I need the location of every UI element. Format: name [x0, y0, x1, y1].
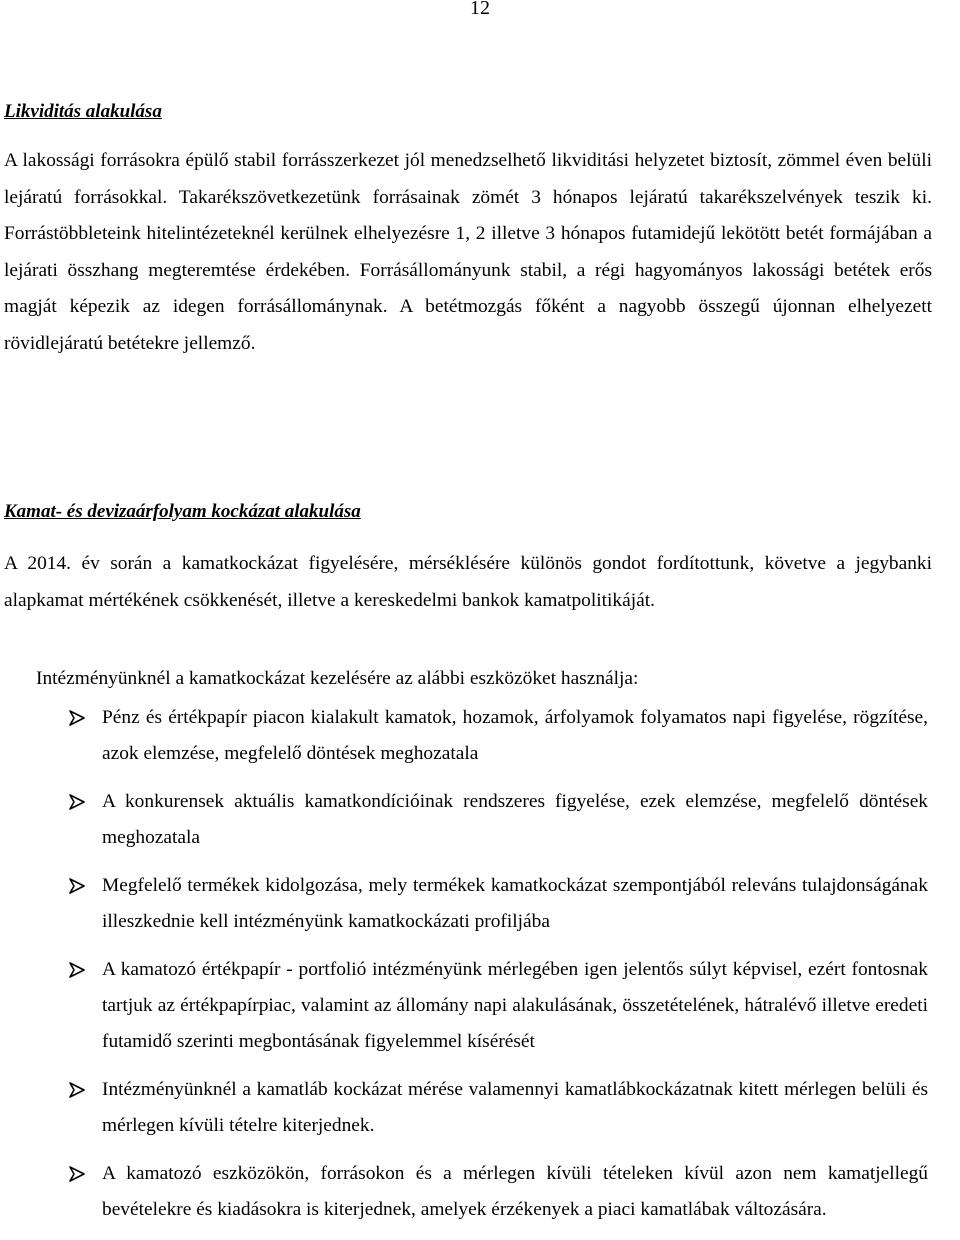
arrow-bullet-icon [68, 793, 86, 811]
list-item [0, 784, 928, 856]
list-item [0, 952, 928, 1061]
section-title-interest-risk: Kamat- és devizaárfolyam kockázat alakulása [4, 501, 361, 522]
list-item-text: Pénz és értékpapír piacon kialakult kamatok, hozamok, árfolyamok folyamatos napi figyelése, rögzítése, azok elemzése, megfelelő döntések meghozatala [102, 707, 928, 765]
tools-intro: Intézményünknél a kamatkockázat kezelésére az alábbi eszközöket használja: [36, 668, 639, 689]
list-item-text: A konkurensek aktuális kamatkondícióinak rendszeres figyelése, ezek elemzése, megfelelő döntések meghozatala [102, 790, 928, 849]
arrow-bullet-icon [68, 1081, 86, 1099]
page-number: 12 [470, 0, 490, 19]
list-item [0, 1156, 928, 1228]
list-item-text: Intézményünknél a kamatláb kockázat mérése valamennyi kamatlábkockázatnak kitett mérlegen belüli és mérlegen kívüli tételre kiterjednek. [102, 1078, 928, 1137]
list-item-text: Megfelelő termékek kidolgozása, mely termékek kamatkockázat szempontjából releváns tulajdonságának illeszkednie kell intézményünk kamatkockázati profiljába [102, 874, 928, 933]
arrow-bullet-icon [68, 961, 86, 979]
risk-tools-list [0, 700, 960, 1240]
interest-paragraph: A 2014. év során a kamatkockázat figyelésére, mérséklésére különös gondot fordítottunk, követve a jegybanki alapkamat mértékének csökkenését, illetve a kereskedelmi bankok kamatpolitikáját. [4, 553, 932, 611]
list-item-text: A kamatozó értékpapír - portfolió intézményünk mérlegében igen jelentős súlyt képvisel, ezért fontosnak tartjuk az értékpapírpiac, valamint az állomány napi alakulásának, összetételének, hátralévő illetve eredeti futamidő szerinti megbontásának figyelemmel kísérését [102, 958, 928, 1053]
section-title-liquidity: Likviditás alakulása [4, 101, 162, 122]
list-item-text: A kamatozó eszközökön, forrásokon és a mérlegen kívüli tételeken kívül azon nem kamatjellegű bevételekre és kiadásokra is kiterjednek, amelyek érzékenyek a piaci kamatlábak változására. [102, 1162, 928, 1220]
arrow-bullet-icon [68, 877, 86, 895]
liquidity-paragraph: A lakossági forrásokra épülő stabil forrásszerkezet jól menedzselhető likviditási helyzetet biztosít, zömmel éven belüli lejáratú forrásokkal. Takarékszövetkezetünk forrásainak zömét 3 hónapos lejáratú takarékszelvények teszik ki. Forrástöbbleteink hitelintézeteknél kerülnek elhelyezésre 1, 2 illetve 3 hónapos futamidejű lekötött betét formájában a lejárati összhang megteremtése érdekében. Forrásállományunk stabil, a régi hagyományos lakossági betétek erős magját képezik az idegen forrásállománynak. A betétmozgás főként a nagyobb összegű újonnan elhelyezett rövidlejáratú betétekre jellemző. [4, 150, 932, 354]
list-item [0, 868, 928, 940]
arrow-bullet-icon [68, 709, 86, 727]
list-item [0, 700, 928, 772]
list-item [0, 1072, 928, 1144]
arrow-bullet-icon [68, 1165, 86, 1183]
